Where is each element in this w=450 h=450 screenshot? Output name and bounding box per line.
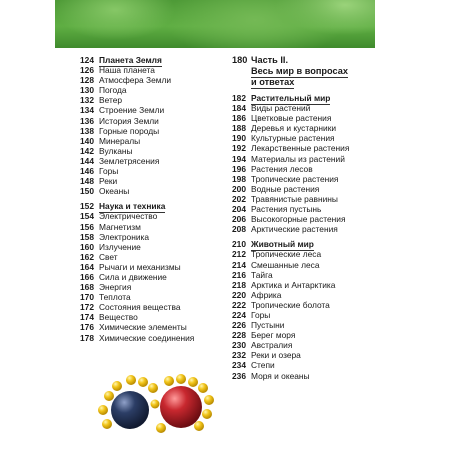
contents-entry	[80, 242, 220, 252]
page-number: 166	[80, 271, 94, 282]
page-number: 168	[80, 282, 94, 293]
entry-title: Арктика и Антарктика	[251, 279, 336, 290]
red-sphere	[160, 386, 202, 428]
contents-entry	[232, 300, 372, 310]
page-number: 236	[232, 370, 246, 381]
page-number: 220	[232, 289, 246, 300]
entry-title: Деревья и кустарники	[251, 123, 337, 134]
page-number: 180	[232, 55, 248, 65]
entry-title: Состояния вещества	[99, 302, 181, 313]
entry-title: Растения лесов	[251, 163, 313, 174]
contents-entry	[232, 113, 372, 123]
page-number: 148	[80, 176, 94, 187]
entry-title: Землетрясения	[99, 155, 160, 166]
page-number: 216	[232, 269, 246, 280]
page-number: 194	[232, 153, 246, 164]
contents-entry	[232, 143, 372, 153]
page-number: 158	[80, 231, 94, 242]
contents-entry	[80, 95, 220, 105]
contents-column-left	[80, 55, 220, 343]
contents-entry	[232, 164, 372, 174]
page-number: 138	[80, 125, 94, 136]
entry-title: Рычаги и механизмы	[99, 261, 181, 272]
entry-title: Теплота	[99, 292, 131, 303]
contents-entry	[232, 123, 372, 133]
navy-sphere	[111, 391, 149, 429]
page-number: 156	[80, 221, 94, 232]
entry-title: Химические соединения	[99, 332, 195, 343]
entry-title: Африка	[251, 289, 282, 300]
contents-entry	[232, 103, 372, 113]
page-number: 210	[232, 239, 246, 250]
entry-title: Ветер	[99, 95, 123, 106]
page-number: 202	[232, 193, 246, 204]
page-number: 136	[80, 115, 94, 126]
contents-entry	[232, 350, 372, 360]
page-number: 182	[232, 93, 246, 103]
contents-entry	[232, 270, 372, 280]
contents-entry	[232, 214, 372, 224]
page-number: 142	[80, 145, 94, 156]
entry-title: Арктические растения	[251, 224, 338, 235]
contents-entry	[232, 330, 372, 340]
entry-title: Австралия	[251, 340, 293, 351]
page-number: 134	[80, 105, 94, 116]
entry-title: Строение Земли	[99, 105, 165, 116]
entry-title: Реки	[99, 176, 118, 187]
contents-entry	[232, 310, 372, 320]
entry-title: Культурные растения	[251, 133, 335, 144]
entry-title: Свет	[99, 251, 118, 262]
entry-title: Водные растения	[251, 183, 320, 194]
contents-heading	[232, 66, 372, 77]
page-number: 226	[232, 320, 246, 331]
entry-title: Электричество	[99, 211, 158, 222]
page-number: 230	[232, 340, 246, 351]
contents-entry	[80, 116, 220, 126]
page-number: 170	[80, 292, 94, 303]
entry-title: История Земли	[99, 115, 159, 126]
entry-title: Горы	[99, 166, 119, 177]
contents-entry	[232, 184, 372, 194]
contents-column-right	[232, 55, 372, 381]
contents-entry	[80, 156, 220, 166]
page-number: 172	[80, 302, 94, 313]
contents-entry	[80, 211, 220, 221]
page-number: 208	[232, 224, 246, 235]
contents-entry	[80, 262, 220, 272]
contents-heading	[232, 77, 372, 88]
contents-entry	[80, 136, 220, 146]
contents-entry	[80, 105, 220, 115]
contents-heading	[232, 239, 372, 249]
page-number: 224	[232, 309, 246, 320]
page-number: 132	[80, 95, 94, 106]
page-number: 234	[232, 360, 246, 371]
contents-entry	[232, 133, 372, 143]
contents-entry	[80, 322, 220, 332]
page-number: 190	[232, 133, 246, 144]
page-number: 198	[232, 173, 246, 184]
contents-entry	[80, 333, 220, 343]
contents-entry	[80, 282, 220, 292]
entry-title: Тропические болота	[251, 299, 330, 310]
entry-title: Горные породы	[99, 125, 160, 136]
entry-title: Растения пустынь	[251, 204, 322, 215]
entry-title: Растительный мир	[251, 93, 331, 103]
entry-title: Планета Земля	[99, 55, 162, 65]
page-number: 154	[80, 211, 94, 222]
contents-entry	[232, 174, 372, 184]
contents-entry	[232, 154, 372, 164]
page-number: 174	[80, 312, 94, 323]
entry-title: Смешанные леса	[251, 259, 320, 270]
contents-entry	[80, 232, 220, 242]
contents-entry	[232, 371, 372, 381]
page-number: 152	[80, 201, 94, 212]
page-number: 160	[80, 241, 94, 252]
contents-entry	[80, 166, 220, 176]
page-number: 188	[232, 123, 246, 134]
contents-entry	[80, 302, 220, 312]
entry-title: Сила и движение	[99, 271, 167, 282]
entry-title: Тропические растения	[251, 173, 339, 184]
page-number: 204	[232, 204, 246, 215]
contents-entry	[80, 186, 220, 196]
page-number: 184	[232, 103, 246, 114]
entry-title: Тропические леса	[251, 249, 322, 260]
page-number: 200	[232, 183, 246, 194]
page-number: 128	[80, 75, 94, 86]
entry-title: Энергия	[99, 282, 132, 293]
entry-title: Цветковые растения	[251, 113, 332, 124]
entry-title: Вещество	[99, 312, 138, 323]
entry-title: Наука и техника	[99, 201, 166, 212]
page-number: 150	[80, 186, 94, 197]
page-number: 146	[80, 166, 94, 177]
entry-title: Тайга	[251, 269, 273, 280]
entry-title: Вулканы	[99, 145, 133, 156]
page-number: 212	[232, 249, 246, 260]
page-number: 140	[80, 135, 94, 146]
page-number: 214	[232, 259, 246, 270]
page-number: 130	[80, 85, 94, 96]
page-number: 206	[232, 214, 246, 225]
entry-title: Минералы	[99, 135, 141, 146]
contents-entry	[80, 222, 220, 232]
contents-entry	[232, 204, 372, 214]
page-number: 178	[80, 332, 94, 343]
entry-title: Лекарственные растения	[251, 143, 350, 154]
contents-entry	[80, 292, 220, 302]
page-number: 228	[232, 330, 246, 341]
page-number: 196	[232, 163, 246, 174]
entry-title: Моря и океаны	[251, 370, 310, 381]
contents-entry	[232, 320, 372, 330]
entry-title: Океаны	[99, 186, 130, 197]
contents-entry	[232, 340, 372, 350]
entry-title: Наша планета	[99, 65, 155, 76]
contents-entry	[80, 65, 220, 75]
contents-entry	[80, 75, 220, 85]
entry-title: Химические элементы	[99, 322, 187, 333]
contents-entry	[232, 360, 372, 370]
contents-entry	[232, 260, 372, 270]
entry-title: Материалы из растений	[251, 153, 345, 164]
contents-heading	[232, 93, 372, 103]
entry-title: Магнетизм	[99, 221, 141, 232]
page-number: 162	[80, 251, 94, 262]
page-number: 218	[232, 279, 246, 290]
page-number: 222	[232, 299, 246, 310]
contents-heading	[232, 55, 372, 66]
page-number: 176	[80, 322, 94, 333]
contents-heading	[80, 55, 220, 65]
contents-entry	[80, 146, 220, 156]
entry-title: Пустыни	[251, 320, 285, 331]
entry-title: Атмосфера Земли	[99, 75, 172, 86]
page-number: 192	[232, 143, 246, 154]
contents-entry	[232, 224, 372, 234]
page-number: 144	[80, 155, 94, 166]
page-number: 126	[80, 65, 94, 76]
entry-title: Берег моря	[251, 330, 296, 341]
green-leaf-banner	[55, 0, 375, 48]
contents-entry	[80, 272, 220, 282]
entry-title: Погода	[99, 85, 127, 96]
page-number: 186	[232, 113, 246, 124]
contents-entry	[232, 194, 372, 204]
entry-title: Электроника	[99, 231, 150, 242]
entry-title: Степи	[251, 360, 275, 371]
entry-title: Горы	[251, 309, 271, 320]
contents-entry	[80, 126, 220, 136]
entry-title: Травянистые равнины	[251, 193, 338, 204]
molecule-beads-illustration	[95, 374, 225, 434]
page-number: 164	[80, 261, 94, 272]
page-number: 232	[232, 350, 246, 361]
contents-entry	[80, 312, 220, 322]
entry-title: Весь мир в вопросах	[251, 66, 348, 76]
entry-title: Виды растений	[251, 103, 311, 114]
entry-title: Часть II.	[251, 55, 289, 65]
entry-title: Излучение	[99, 241, 141, 252]
contents-entry	[232, 290, 372, 300]
contents-entry	[80, 252, 220, 262]
entry-title: и ответах	[251, 77, 295, 87]
contents-heading	[80, 201, 220, 211]
contents-entry	[232, 249, 372, 259]
contents-entry	[80, 85, 220, 95]
entry-title: Реки и озера	[251, 350, 301, 361]
contents-entry	[232, 280, 372, 290]
page-number: 124	[80, 55, 94, 65]
entry-title: Высокогорные растения	[251, 214, 346, 225]
contents-entry	[80, 176, 220, 186]
entry-title: Животный мир	[251, 239, 314, 250]
